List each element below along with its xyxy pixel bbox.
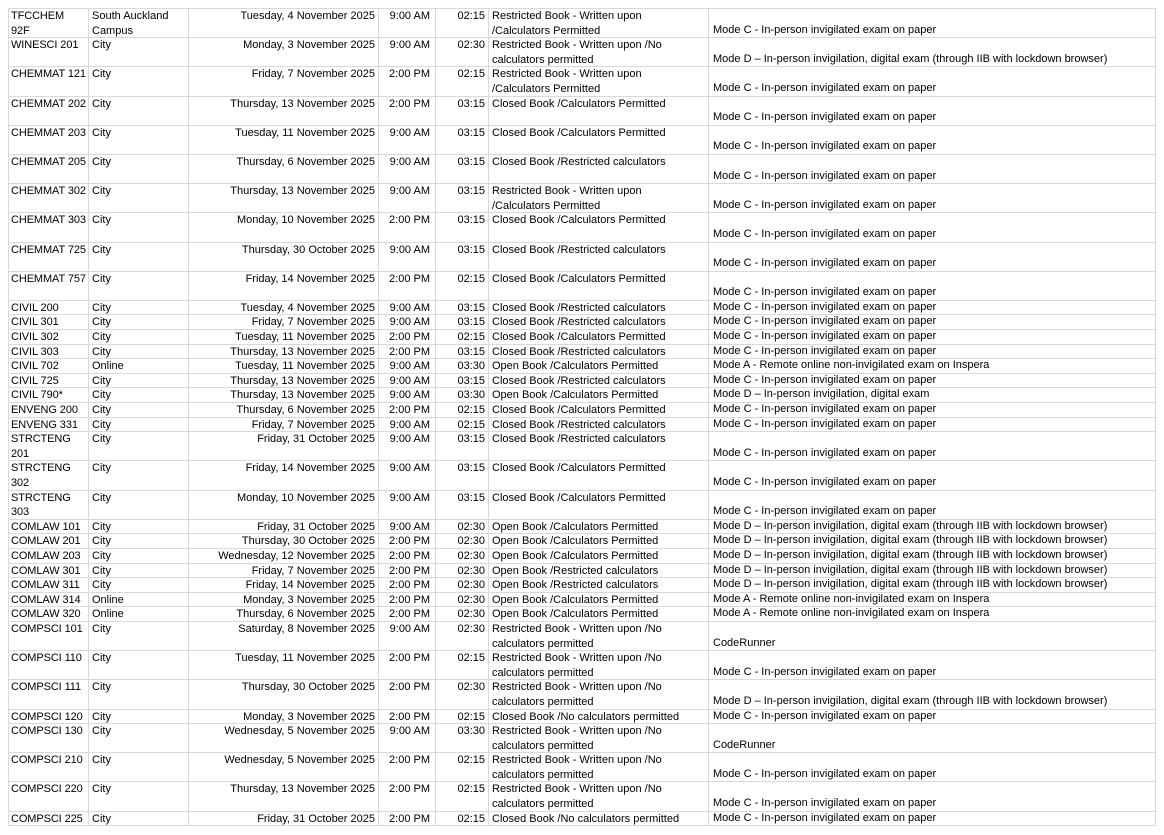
cell-exam-date[interactable]: Tuesday, 4 November 2025 (189, 9, 379, 37)
cell-duration[interactable]: 03:30 (436, 388, 489, 402)
cell-delivery-mode[interactable]: Mode A - Remote online non-invigilated exam on Inspera (709, 359, 1156, 373)
cell-start-time[interactable]: 2:00 PM (379, 593, 436, 607)
cell-course-code[interactable]: COMPSCI 225 (9, 812, 89, 826)
cell-exam-conditions[interactable]: Closed Book /Calculators Permitted (489, 213, 709, 241)
cell-campus[interactable]: City (89, 243, 189, 271)
cell-delivery-mode[interactable]: Mode D – In-person invigilation, digital exam (through IIB with lockdown browser) (709, 549, 1156, 563)
cell-duration[interactable]: 02:15 (436, 651, 489, 679)
cell-start-time[interactable]: 2:00 PM (379, 607, 436, 621)
cell-start-time[interactable]: 2:00 PM (379, 782, 436, 810)
table-row (9, 564, 1156, 579)
cell-exam-date[interactable]: Thursday, 6 November 2025 (189, 607, 379, 621)
cell-course-code[interactable]: COMPSCI 220 (9, 782, 89, 810)
table-row (9, 315, 1156, 330)
cell-exam-conditions[interactable]: Closed Book /Calculators Permitted (489, 330, 709, 344)
table-row (9, 301, 1156, 316)
cell-exam-conditions[interactable]: Closed Book /Calculators Permitted (489, 403, 709, 417)
cell-delivery-mode[interactable]: Mode C - In-person invigilated exam on paper (709, 403, 1156, 417)
cell-campus[interactable]: City (89, 812, 189, 826)
cell-delivery-mode[interactable]: Mode C - In-person invigilated exam on paper (709, 345, 1156, 359)
cell-campus[interactable]: South Auckland Campus (89, 9, 189, 37)
cell-course-code[interactable]: COMPSCI 130 (9, 724, 89, 752)
cell-duration[interactable]: 02:30 (436, 578, 489, 592)
cell-course-code[interactable]: STRCTENG 201 (9, 432, 89, 460)
cell-start-time[interactable]: 2:00 PM (379, 67, 436, 95)
cell-exam-conditions[interactable]: Closed Book /Restricted calculators (489, 243, 709, 271)
cell-delivery-mode[interactable]: Mode D – In-person invigilation, digital exam (through IIB with lockdown browser) (709, 578, 1156, 592)
cell-course-code[interactable]: COMLAW 201 (9, 534, 89, 548)
table-row (9, 155, 1156, 184)
cell-campus[interactable]: City (89, 549, 189, 563)
cell-campus[interactable]: City (89, 301, 189, 315)
cell-delivery-mode[interactable]: CodeRunner (709, 724, 1156, 752)
cell-exam-conditions[interactable]: Closed Book /Restricted calculators (489, 315, 709, 329)
cell-exam-conditions[interactable]: Closed Book /Restricted calculators (489, 301, 709, 315)
table-row (9, 593, 1156, 608)
cell-exam-date[interactable]: Thursday, 30 October 2025 (189, 243, 379, 271)
cell-delivery-mode[interactable]: Mode C - In-person invigilated exam on paper (709, 710, 1156, 724)
cell-exam-date[interactable]: Friday, 7 November 2025 (189, 418, 379, 432)
cell-campus[interactable]: City (89, 403, 189, 417)
cell-duration[interactable]: 03:15 (436, 374, 489, 388)
cell-delivery-mode[interactable]: Mode C - In-person invigilated exam on paper (709, 155, 1156, 183)
cell-exam-conditions[interactable]: Closed Book /Calculators Permitted (489, 126, 709, 154)
cell-campus[interactable]: City (89, 272, 189, 300)
cell-delivery-mode[interactable]: Mode C - In-person invigilated exam on paper (709, 97, 1156, 125)
cell-exam-conditions[interactable]: Restricted Book - Written upon /No calculators permitted (489, 753, 709, 781)
cell-delivery-mode[interactable]: Mode D – In-person invigilation, digital exam (through IIB with lockdown browser) (709, 38, 1156, 66)
cell-exam-date[interactable]: Thursday, 13 November 2025 (189, 345, 379, 359)
cell-course-code[interactable]: CHEMMAT 202 (9, 97, 89, 125)
cell-duration[interactable]: 03:30 (436, 359, 489, 373)
cell-duration[interactable]: 02:30 (436, 534, 489, 548)
cell-course-code[interactable]: CHEMMAT 121 (9, 67, 89, 95)
cell-delivery-mode[interactable]: Mode C - In-person invigilated exam on paper (709, 374, 1156, 388)
cell-start-time[interactable]: 2:00 PM (379, 564, 436, 578)
cell-exam-date[interactable]: Thursday, 13 November 2025 (189, 374, 379, 388)
table-row (9, 461, 1156, 490)
cell-exam-date[interactable]: Wednesday, 5 November 2025 (189, 724, 379, 752)
cell-campus[interactable]: City (89, 520, 189, 534)
cell-campus[interactable]: City (89, 388, 189, 402)
cell-duration[interactable]: 02:30 (436, 564, 489, 578)
cell-duration[interactable]: 02:15 (436, 782, 489, 810)
cell-course-code[interactable]: COMPSCI 101 (9, 622, 89, 650)
cell-exam-date[interactable]: Thursday, 13 November 2025 (189, 388, 379, 402)
cell-exam-conditions[interactable]: Closed Book /Restricted calculators (489, 345, 709, 359)
table-row (9, 388, 1156, 403)
cell-duration[interactable]: 02:15 (436, 710, 489, 724)
cell-exam-conditions[interactable]: Restricted Book - Written upon /No calculators permitted (489, 782, 709, 810)
cell-exam-conditions[interactable]: Restricted Book - Written upon /Calculators Permitted (489, 67, 709, 95)
cell-duration[interactable]: 02:30 (436, 593, 489, 607)
cell-duration[interactable]: 03:15 (436, 432, 489, 460)
cell-exam-conditions[interactable]: Closed Book /Restricted calculators (489, 418, 709, 432)
cell-start-time[interactable]: 9:00 AM (379, 432, 436, 460)
cell-campus[interactable]: City (89, 782, 189, 810)
cell-exam-date[interactable]: Monday, 3 November 2025 (189, 710, 379, 724)
cell-duration[interactable]: 02:30 (436, 549, 489, 563)
cell-delivery-mode[interactable]: Mode D – In-person invigilation, digital exam (through IIB with lockdown browser) (709, 564, 1156, 578)
cell-exam-conditions[interactable]: Closed Book /Restricted calculators (489, 155, 709, 183)
cell-campus[interactable]: City (89, 330, 189, 344)
cell-delivery-mode[interactable]: Mode A - Remote online non-invigilated exam on Inspera (709, 607, 1156, 621)
cell-course-code[interactable]: COMPSCI 210 (9, 753, 89, 781)
cell-delivery-mode[interactable]: Mode C - In-person invigilated exam on paper (709, 184, 1156, 212)
table-row (9, 491, 1156, 520)
table-row (9, 126, 1156, 155)
cell-course-code[interactable]: CHEMMAT 303 (9, 213, 89, 241)
cell-duration[interactable]: 03:15 (436, 213, 489, 241)
cell-exam-date[interactable]: Thursday, 13 November 2025 (189, 184, 379, 212)
cell-course-code[interactable]: COMLAW 314 (9, 593, 89, 607)
cell-exam-conditions[interactable]: Closed Book /Calculators Permitted (489, 272, 709, 300)
cell-course-code[interactable]: CIVIL 702 (9, 359, 89, 373)
cell-start-time[interactable]: 2:00 PM (379, 549, 436, 563)
cell-exam-date[interactable]: Friday, 7 November 2025 (189, 67, 379, 95)
cell-exam-date[interactable]: Tuesday, 11 November 2025 (189, 651, 379, 679)
table-row (9, 710, 1156, 725)
table-row (9, 534, 1156, 549)
table-row (9, 359, 1156, 374)
cell-start-time[interactable]: 9:00 AM (379, 315, 436, 329)
cell-duration[interactable]: 03:15 (436, 243, 489, 271)
cell-course-code[interactable]: CIVIL 725 (9, 374, 89, 388)
cell-exam-conditions[interactable]: Open Book /Calculators Permitted (489, 359, 709, 373)
cell-campus[interactable]: City (89, 315, 189, 329)
cell-delivery-mode[interactable]: Mode C - In-person invigilated exam on paper (709, 432, 1156, 460)
cell-exam-conditions[interactable]: Open Book /Calculators Permitted (489, 549, 709, 563)
cell-campus[interactable]: Online (89, 593, 189, 607)
cell-delivery-mode[interactable]: Mode D – In-person invigilation, digital exam (through IIB with lockdown browser) (709, 534, 1156, 548)
cell-start-time[interactable]: 2:00 PM (379, 753, 436, 781)
cell-delivery-mode[interactable]: Mode C - In-person invigilated exam on paper (709, 9, 1156, 37)
cell-course-code[interactable]: CHEMMAT 205 (9, 155, 89, 183)
cell-duration[interactable]: 02:15 (436, 812, 489, 826)
cell-course-code[interactable]: WINESCI 201 (9, 38, 89, 66)
table-row (9, 622, 1156, 651)
cell-start-time[interactable]: 9:00 AM (379, 388, 436, 402)
cell-start-time[interactable]: 9:00 AM (379, 184, 436, 212)
table-row (9, 680, 1156, 709)
cell-duration[interactable]: 03:15 (436, 126, 489, 154)
cell-delivery-mode[interactable]: Mode D – In-person invigilation, digital exam (through IIB with lockdown browser) (709, 520, 1156, 534)
table-row (9, 374, 1156, 389)
table-row (9, 38, 1156, 67)
cell-start-time[interactable]: 9:00 AM (379, 491, 436, 519)
cell-campus[interactable]: City (89, 651, 189, 679)
cell-campus[interactable]: Online (89, 607, 189, 621)
cell-exam-date[interactable]: Thursday, 30 October 2025 (189, 680, 379, 708)
cell-duration[interactable]: 02:15 (436, 753, 489, 781)
cell-start-time[interactable]: 9:00 AM (379, 418, 436, 432)
cell-duration[interactable]: 03:15 (436, 345, 489, 359)
cell-start-time[interactable]: 2:00 PM (379, 680, 436, 708)
cell-exam-conditions[interactable]: Open Book /Calculators Permitted (489, 607, 709, 621)
cell-exam-conditions[interactable]: Restricted Book - Written upon /No calculators permitted (489, 622, 709, 650)
table-row (9, 243, 1156, 272)
table-row (9, 418, 1156, 433)
table-row (9, 520, 1156, 535)
cell-campus[interactable]: City (89, 534, 189, 548)
cell-exam-conditions[interactable]: Restricted Book - Written upon /No calculators permitted (489, 680, 709, 708)
table-row (9, 432, 1156, 461)
cell-course-code[interactable]: TFCCHEM 92F (9, 9, 89, 37)
cell-exam-date[interactable]: Tuesday, 11 November 2025 (189, 126, 379, 154)
cell-start-time[interactable]: 2:00 PM (379, 812, 436, 826)
cell-start-time[interactable]: 9:00 AM (379, 38, 436, 66)
cell-campus[interactable]: Online (89, 359, 189, 373)
cell-course-code[interactable]: CHEMMAT 725 (9, 243, 89, 271)
cell-exam-date[interactable]: Tuesday, 4 November 2025 (189, 301, 379, 315)
cell-duration[interactable]: 02:30 (436, 680, 489, 708)
cell-duration[interactable]: 02:15 (436, 67, 489, 95)
cell-exam-date[interactable]: Monday, 3 November 2025 (189, 593, 379, 607)
cell-campus[interactable]: City (89, 374, 189, 388)
cell-start-time[interactable]: 9:00 AM (379, 359, 436, 373)
cell-exam-conditions[interactable]: Open Book /Calculators Permitted (489, 593, 709, 607)
table-row (9, 97, 1156, 126)
cell-start-time[interactable]: 9:00 AM (379, 126, 436, 154)
cell-delivery-mode[interactable]: Mode A - Remote online non-invigilated exam on Inspera (709, 593, 1156, 607)
cell-course-code[interactable]: CIVIL 302 (9, 330, 89, 344)
cell-delivery-mode[interactable]: Mode D – In-person invigilation, digital exam (709, 388, 1156, 402)
cell-duration[interactable]: 03:15 (436, 97, 489, 125)
cell-start-time[interactable]: 9:00 AM (379, 622, 436, 650)
cell-exam-conditions[interactable]: Restricted Book - Written upon /Calculators Permitted (489, 9, 709, 37)
cell-exam-conditions[interactable]: Open Book /Restricted calculators (489, 578, 709, 592)
cell-start-time[interactable]: 2:00 PM (379, 403, 436, 417)
cell-delivery-mode[interactable]: Mode C - In-person invigilated exam on paper (709, 315, 1156, 329)
cell-start-time[interactable]: 2:00 PM (379, 330, 436, 344)
cell-exam-date[interactable]: Friday, 31 October 2025 (189, 520, 379, 534)
cell-campus[interactable]: City (89, 461, 189, 489)
cell-course-code[interactable]: COMLAW 101 (9, 520, 89, 534)
cell-campus[interactable]: City (89, 578, 189, 592)
cell-campus[interactable]: City (89, 680, 189, 708)
cell-exam-date[interactable]: Friday, 31 October 2025 (189, 432, 379, 460)
cell-exam-conditions[interactable]: Restricted Book - Written upon /Calculators Permitted (489, 184, 709, 212)
cell-campus[interactable]: City (89, 97, 189, 125)
cell-course-code[interactable]: STRCTENG 303 (9, 491, 89, 519)
table-row (9, 67, 1156, 96)
cell-course-code[interactable]: CIVIL 301 (9, 315, 89, 329)
cell-start-time[interactable]: 9:00 AM (379, 520, 436, 534)
cell-start-time[interactable]: 9:00 AM (379, 243, 436, 271)
exam-timetable-table (8, 8, 1156, 826)
cell-campus[interactable]: City (89, 491, 189, 519)
cell-duration[interactable]: 03:15 (436, 184, 489, 212)
cell-course-code[interactable]: COMPSCI 111 (9, 680, 89, 708)
cell-campus[interactable]: City (89, 38, 189, 66)
table-row (9, 184, 1156, 213)
cell-exam-date[interactable]: Tuesday, 11 November 2025 (189, 359, 379, 373)
cell-exam-date[interactable]: Wednesday, 5 November 2025 (189, 753, 379, 781)
cell-campus[interactable]: City (89, 622, 189, 650)
cell-course-code[interactable]: COMLAW 311 (9, 578, 89, 592)
cell-exam-date[interactable]: Thursday, 13 November 2025 (189, 782, 379, 810)
cell-course-code[interactable]: ENVENG 331 (9, 418, 89, 432)
cell-delivery-mode[interactable]: Mode D – In-person invigilation, digital exam (through IIB with lockdown browser) (709, 680, 1156, 708)
table-row (9, 782, 1156, 811)
cell-exam-date[interactable]: Thursday, 13 November 2025 (189, 97, 379, 125)
cell-campus[interactable]: City (89, 126, 189, 154)
cell-course-code[interactable]: CHEMMAT 302 (9, 184, 89, 212)
cell-course-code[interactable]: STRCTENG 302 (9, 461, 89, 489)
table-row (9, 330, 1156, 345)
cell-exam-date[interactable]: Friday, 14 November 2025 (189, 272, 379, 300)
cell-course-code[interactable]: COMLAW 203 (9, 549, 89, 563)
cell-campus[interactable]: City (89, 724, 189, 752)
cell-exam-conditions[interactable]: Closed Book /Restricted calculators (489, 432, 709, 460)
cell-exam-date[interactable]: Thursday, 6 November 2025 (189, 403, 379, 417)
cell-course-code[interactable]: CIVIL 303 (9, 345, 89, 359)
cell-exam-date[interactable]: Friday, 14 November 2025 (189, 578, 379, 592)
cell-delivery-mode[interactable]: CodeRunner (709, 622, 1156, 650)
cell-duration[interactable]: 02:15 (436, 403, 489, 417)
cell-course-code[interactable]: COMLAW 320 (9, 607, 89, 621)
table-row (9, 651, 1156, 680)
cell-course-code[interactable]: COMPSCI 110 (9, 651, 89, 679)
cell-duration[interactable]: 02:15 (436, 418, 489, 432)
cell-delivery-mode[interactable]: Mode C - In-person invigilated exam on paper (709, 301, 1156, 315)
cell-exam-date[interactable]: Thursday, 30 October 2025 (189, 534, 379, 548)
cell-exam-conditions[interactable]: Closed Book /Restricted calculators (489, 374, 709, 388)
cell-start-time[interactable]: 2:00 PM (379, 97, 436, 125)
cell-start-time[interactable]: 2:00 PM (379, 534, 436, 548)
cell-duration[interactable]: 02:30 (436, 622, 489, 650)
cell-delivery-mode[interactable]: Mode C - In-person invigilated exam on paper (709, 812, 1156, 826)
cell-duration[interactable]: 03:15 (436, 155, 489, 183)
cell-start-time[interactable]: 2:00 PM (379, 213, 436, 241)
cell-campus[interactable]: City (89, 418, 189, 432)
cell-campus[interactable]: City (89, 213, 189, 241)
table-row (9, 9, 1156, 38)
cell-exam-date[interactable]: Friday, 31 October 2025 (189, 812, 379, 826)
cell-duration[interactable]: 03:15 (436, 301, 489, 315)
cell-exam-conditions[interactable]: Restricted Book - Written upon /No calculators permitted (489, 651, 709, 679)
cell-delivery-mode[interactable]: Mode C - In-person invigilated exam on paper (709, 753, 1156, 781)
cell-duration[interactable]: 03:30 (436, 724, 489, 752)
cell-campus[interactable]: City (89, 345, 189, 359)
cell-exam-conditions[interactable]: Closed Book /No calculators permitted (489, 710, 709, 724)
cell-exam-date[interactable]: Friday, 7 November 2025 (189, 315, 379, 329)
cell-exam-conditions[interactable]: Open Book /Calculators Permitted (489, 520, 709, 534)
cell-exam-date[interactable]: Saturday, 8 November 2025 (189, 622, 379, 650)
cell-delivery-mode[interactable]: Mode C - In-person invigilated exam on paper (709, 782, 1156, 810)
cell-exam-conditions[interactable]: Closed Book /Calculators Permitted (489, 461, 709, 489)
cell-delivery-mode[interactable]: Mode C - In-person invigilated exam on paper (709, 213, 1156, 241)
cell-delivery-mode[interactable]: Mode C - In-person invigilated exam on paper (709, 272, 1156, 300)
cell-exam-conditions[interactable]: Closed Book /Calculators Permitted (489, 491, 709, 519)
cell-campus[interactable]: City (89, 710, 189, 724)
cell-duration[interactable]: 02:15 (436, 9, 489, 37)
cell-course-code[interactable]: COMPSCI 120 (9, 710, 89, 724)
cell-course-code[interactable]: CIVIL 200 (9, 301, 89, 315)
cell-delivery-mode[interactable]: Mode C - In-person invigilated exam on paper (709, 418, 1156, 432)
cell-campus[interactable]: City (89, 67, 189, 95)
cell-exam-date[interactable]: Wednesday, 12 November 2025 (189, 549, 379, 563)
cell-exam-conditions[interactable]: Open Book /Calculators Permitted (489, 534, 709, 548)
cell-start-time[interactable]: 9:00 AM (379, 374, 436, 388)
cell-exam-date[interactable]: Thursday, 6 November 2025 (189, 155, 379, 183)
cell-exam-date[interactable]: Monday, 10 November 2025 (189, 491, 379, 519)
cell-exam-conditions[interactable]: Open Book /Restricted calculators (489, 564, 709, 578)
cell-exam-conditions[interactable]: Open Book /Calculators Permitted (489, 388, 709, 402)
cell-delivery-mode[interactable]: Mode C - In-person invigilated exam on paper (709, 243, 1156, 271)
table-row (9, 272, 1156, 301)
cell-campus[interactable]: City (89, 432, 189, 460)
cell-exam-date[interactable]: Friday, 7 November 2025 (189, 564, 379, 578)
table-row (9, 812, 1156, 827)
cell-start-time[interactable]: 2:00 PM (379, 272, 436, 300)
cell-course-code[interactable]: ENVENG 200 (9, 403, 89, 417)
cell-start-time[interactable]: 9:00 AM (379, 155, 436, 183)
cell-start-time[interactable]: 9:00 AM (379, 9, 436, 37)
cell-start-time[interactable]: 2:00 PM (379, 710, 436, 724)
cell-duration[interactable]: 02:15 (436, 330, 489, 344)
cell-duration[interactable]: 02:15 (436, 272, 489, 300)
cell-delivery-mode[interactable]: Mode C - In-person invigilated exam on paper (709, 126, 1156, 154)
table-row (9, 578, 1156, 593)
cell-delivery-mode[interactable]: Mode C - In-person invigilated exam on paper (709, 491, 1156, 519)
cell-exam-conditions[interactable]: Restricted Book - Written upon /No calculators permitted (489, 38, 709, 66)
cell-exam-conditions[interactable]: Closed Book /Calculators Permitted (489, 97, 709, 125)
cell-exam-date[interactable]: Monday, 3 November 2025 (189, 38, 379, 66)
cell-campus[interactable]: City (89, 184, 189, 212)
cell-delivery-mode[interactable]: Mode C - In-person invigilated exam on paper (709, 67, 1156, 95)
cell-duration[interactable]: 02:30 (436, 607, 489, 621)
cell-campus[interactable]: City (89, 564, 189, 578)
cell-course-code[interactable]: COMLAW 301 (9, 564, 89, 578)
table-row (9, 753, 1156, 782)
table-row (9, 213, 1156, 242)
cell-duration[interactable]: 02:30 (436, 38, 489, 66)
table-row (9, 724, 1156, 753)
cell-course-code[interactable]: CIVIL 790* (9, 388, 89, 402)
table-row (9, 549, 1156, 564)
cell-exam-date[interactable]: Tuesday, 11 November 2025 (189, 330, 379, 344)
cell-course-code[interactable]: CHEMMAT 203 (9, 126, 89, 154)
cell-start-time[interactable]: 9:00 AM (379, 724, 436, 752)
cell-start-time[interactable]: 2:00 PM (379, 345, 436, 359)
cell-start-time[interactable]: 2:00 PM (379, 651, 436, 679)
table-row (9, 345, 1156, 360)
cell-delivery-mode[interactable]: Mode C - In-person invigilated exam on paper (709, 330, 1156, 344)
table-row (9, 403, 1156, 418)
cell-exam-date[interactable]: Friday, 14 November 2025 (189, 461, 379, 489)
cell-duration[interactable]: 03:15 (436, 461, 489, 489)
cell-campus[interactable]: City (89, 753, 189, 781)
cell-campus[interactable]: City (89, 155, 189, 183)
cell-duration[interactable]: 03:15 (436, 315, 489, 329)
table-row (9, 607, 1156, 622)
cell-duration[interactable]: 02:30 (436, 520, 489, 534)
cell-exam-conditions[interactable]: Closed Book /No calculators permitted (489, 812, 709, 826)
cell-exam-conditions[interactable]: Restricted Book - Written upon /No calculators permitted (489, 724, 709, 752)
cell-duration[interactable]: 03:15 (436, 491, 489, 519)
cell-delivery-mode[interactable]: Mode C - In-person invigilated exam on paper (709, 461, 1156, 489)
cell-course-code[interactable]: CHEMMAT 757 (9, 272, 89, 300)
cell-start-time[interactable]: 9:00 AM (379, 461, 436, 489)
cell-delivery-mode[interactable]: Mode C - In-person invigilated exam on paper (709, 651, 1156, 679)
cell-exam-date[interactable]: Monday, 10 November 2025 (189, 213, 379, 241)
cell-start-time[interactable]: 9:00 AM (379, 301, 436, 315)
cell-start-time[interactable]: 2:00 PM (379, 578, 436, 592)
